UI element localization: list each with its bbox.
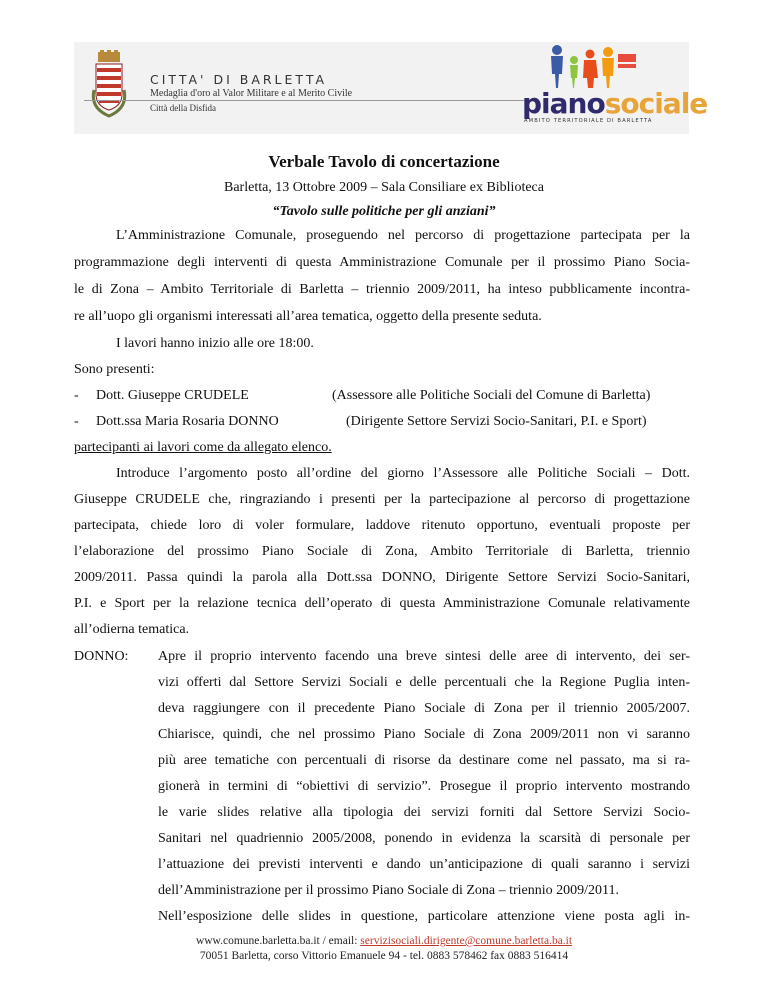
footer-contacts — [0, 935, 768, 947]
city-medal: Medaglia d'oro al Valor Militare e al Merito Civile — [150, 88, 353, 99]
footer-website: www.comune.barletta.ba.it / email: — [195, 935, 361, 947]
piano-sociale-logo — [522, 87, 707, 120]
city-nickname: Città della Disfida — [150, 103, 216, 113]
speaker-paragraph-line: gionerà in termini di “obiettivi di servizio”. Prosegue il proprio intervento mostrando — [158, 779, 690, 794]
speaker-paragraph-line: Nell’esposizione delle slides in questione, particolare attenzione viene posta agli in- — [158, 909, 690, 924]
introduction-paragraph-line: P.I. e Sport per la relazione tecnica dell’operato di questa Amministrazione Comunale relativamente — [74, 596, 690, 611]
speaker-paragraph-line: Apre il proprio intervento facendo una breve sintesi delle aree di intervento, dei ser- — [158, 649, 690, 664]
letterhead-rule — [84, 100, 539, 101]
city-crest-icon — [88, 50, 130, 120]
intro-paragraph-line: le di Zona – Ambito Territoriale di Barletta – triennio 2009/2011, ha inteso pubblicamente incontra- — [74, 282, 690, 297]
attendee-dash: - — [74, 388, 79, 403]
speaker-paragraph-line: l’attuazione dei previsti interventi e dando un’anticipazione di quali saranno i servizi — [158, 857, 690, 872]
city-name: CITTA' DI BARLETTA — [150, 72, 328, 87]
letterhead — [74, 42, 708, 134]
dateline: Barletta, 13 Ottobre 2009 – Sala Consiliare ex Biblioteca — [224, 180, 544, 195]
start-time: I lavori hanno inizio alle ore 18:00. — [116, 336, 314, 351]
attendee-role: (Assessore alle Politiche Sociali del Comune di Barletta) — [332, 388, 651, 403]
meeting-subtitle: “Tavolo sulle politiche per gli anziani” — [272, 204, 496, 219]
participants-note: partecipanti ai lavori come da allegato elenco. — [74, 440, 332, 455]
introduction-paragraph-line: partecipata, chiede loro di voler formulare, laddove ritenuto opportuno, eventuali proposte per — [74, 518, 690, 533]
logo-subtitle: AMBITO TERRITORIALE DI BARLETTA — [524, 118, 653, 124]
introduction-paragraph-line: all’odierna tematica. — [74, 622, 190, 637]
introduction-paragraph-line: l’elaborazione del prossimo Piano Sociale di Zona, Ambito Territoriale di Barletta, triennio — [74, 544, 690, 559]
speaker-paragraph-line: più aree tematiche con percentuali di risorse da destinare come nel passato, ma si ra- — [158, 753, 690, 768]
document-title: Verbale Tavolo di concertazione — [268, 152, 500, 171]
present-heading: Sono presenti: — [74, 362, 155, 377]
introduction-paragraph-line: Introduce l’argomento posto all’ordine del giorno l’Assessore alle Politiche Sociali – Dott. — [116, 466, 690, 481]
speaker-paragraph-line: Chiarisce, quindi, che nel prossimo Piano Sociale di Zona 2009/2011 non vi saranno — [158, 727, 690, 742]
footer-email-link[interactable]: servizisociali.dirigente@comune.barletta.ba.it — [360, 935, 573, 947]
attendee-role: (Dirigente Settore Servizi Socio-Sanitari, P.I. e Sport) — [346, 414, 647, 429]
speaker-paragraph-line: Sanitari nel quadriennio 2005/2008, ponendo in evidenza la scarsità di personale per — [158, 831, 690, 846]
attendee-dash: - — [74, 414, 79, 429]
speaker-paragraph-line: le varie slides relative alla tipologia dei servizi forniti dal Settore Servizi Socio- — [158, 805, 690, 820]
logo-word-sociale: sociale — [604, 87, 708, 120]
attendee-name: Dott. Giuseppe CRUDELE — [96, 388, 249, 403]
speaker-paragraph-line: dell’Amministrazione per il prossimo Piano Sociale di Zona – triennio 2009/2011. — [158, 883, 620, 898]
speaker-paragraph-line: deva raggiungere con il precedente Piano Sociale di Zona per il triennio 2005/2007. — [158, 701, 690, 716]
speaker-label: DONNO: — [74, 649, 129, 664]
intro-paragraph-line: re all’uopo gli organismi interessati all’area tematica, oggetto della presente seduta. — [74, 309, 542, 324]
intro-paragraph-line: L’Amministrazione Comunale, proseguendo nel percorso di progettazione partecipata per la — [116, 228, 690, 243]
logo-word-piano: piano — [522, 87, 605, 120]
speaker-paragraph-line: vizi offerti dal Settore Servizi Sociali e delle percentuali che la Regione Puglia inten- — [158, 675, 690, 690]
footer-address: 70051 Barletta, corso Vittorio Emanuele 94 - tel. 0883 578462 fax 0883 516414 — [199, 950, 569, 962]
intro-paragraph-line: programmazione degli interventi di questa Amministrazione Comunale per il prossimo Piano Socia- — [74, 255, 690, 270]
attendee-name: Dott.ssa Maria Rosaria DONNO — [96, 414, 279, 429]
introduction-paragraph-line: Giuseppe CRUDELE che, ringraziando i presenti per la partecipazione al percorso di progettazione — [74, 492, 690, 507]
introduction-paragraph-line: 2009/2011. Passa quindi la parola alla Dott.ssa DONNO, Dirigente Settore Servizi Socio-Sanitari, — [74, 570, 690, 585]
